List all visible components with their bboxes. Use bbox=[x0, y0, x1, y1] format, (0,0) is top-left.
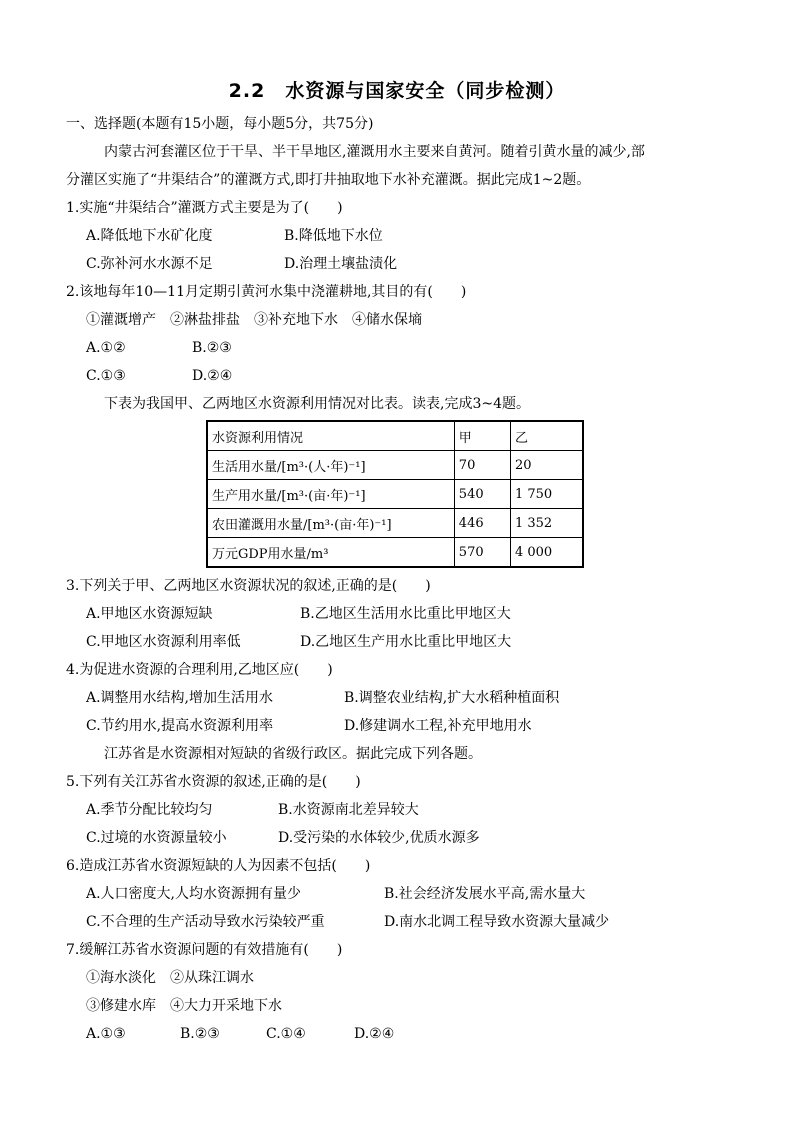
q6-option-d[interactable]: D.南水北调工程导致水资源大量减少 bbox=[384, 914, 610, 930]
q5-option-a[interactable]: A.季节分配比较均匀 bbox=[86, 802, 213, 818]
q3-option-d[interactable]: D.乙地区生产用水比重比甲地区大 bbox=[300, 634, 512, 650]
table-cell-yi: 1 750 bbox=[510, 480, 583, 509]
passage3: 江苏省是水资源相对短缺的省级行政区。据此完成下列各题。 bbox=[104, 746, 482, 762]
q6-option-c[interactable]: C.不合理的生产活动导致水污染较严重 bbox=[86, 914, 325, 930]
q5-option-c[interactable]: C.过境的水资源量较小 bbox=[86, 830, 227, 846]
q2-stem: 2.该地每年10—11月定期引黄河水集中浇灌耕地,其目的有( ) bbox=[66, 284, 467, 300]
table-header-cell: 甲 bbox=[454, 421, 510, 451]
table-header-cell: 水资源利用情况 bbox=[207, 421, 454, 451]
table-cell-label: 万元GDP用水量/m³ bbox=[207, 538, 454, 568]
q6-option-b[interactable]: B.社会经济发展水平高,需水量大 bbox=[384, 886, 586, 902]
table-cell-jia: 570 bbox=[454, 538, 510, 568]
q7-items-line1: ①海水淡化 ②从珠江调水 bbox=[86, 970, 254, 986]
q2-option-b[interactable]: B.②③ bbox=[192, 340, 232, 356]
table-row bbox=[207, 480, 583, 509]
q4-stem: 4.为促进水资源的合理利用,乙地区应( ) bbox=[66, 662, 333, 678]
table-cell-yi: 4 000 bbox=[510, 538, 583, 568]
q2-items: ①灌溉增产 ②淋盐排盐 ③补充地下水 ④储水保墒 bbox=[86, 312, 422, 328]
q3-stem: 3.下列关于甲、乙两地区水资源状况的叙述,正确的是( ) bbox=[66, 578, 431, 594]
table-cell-jia: 540 bbox=[454, 480, 510, 509]
table-row bbox=[207, 451, 583, 480]
q3-option-a[interactable]: A.甲地区水资源短缺 bbox=[86, 606, 213, 622]
q2-option-a[interactable]: A.①② bbox=[86, 340, 126, 356]
section-heading: 一、选择题(本题有15小题，每小题5分，共75分) bbox=[66, 116, 374, 132]
page-title: 2.2 水资源与国家安全（同步检测） bbox=[228, 80, 566, 102]
q7-option-a[interactable]: A.①③ bbox=[86, 1026, 126, 1042]
table-header-cell: 乙 bbox=[510, 421, 583, 451]
q3-option-b[interactable]: B.乙地区生活用水比重比甲地区大 bbox=[300, 606, 511, 622]
water-use-table bbox=[206, 420, 584, 568]
q6-option-a[interactable]: A.人口密度大,人均水资源拥有量少 bbox=[86, 886, 302, 902]
q5-option-b[interactable]: B.水资源南北差异较大 bbox=[278, 802, 419, 818]
q4-option-a[interactable]: A.调整用水结构,增加生活用水 bbox=[86, 690, 274, 706]
q1-option-d[interactable]: D.治理土壤盐渍化 bbox=[284, 256, 398, 272]
q3-option-c[interactable]: C.甲地区水资源利用率低 bbox=[86, 634, 241, 650]
table-cell-jia: 70 bbox=[454, 451, 510, 480]
table-row bbox=[207, 509, 583, 538]
q4-option-b[interactable]: B.调整农业结构,扩大水稻种植面积 bbox=[344, 690, 560, 706]
q2-option-d[interactable]: D.②④ bbox=[192, 368, 233, 384]
q7-option-d[interactable]: D.②④ bbox=[354, 1026, 395, 1042]
q1-stem: 1.实施“井渠结合”灌溉方式主要是为了( ) bbox=[66, 200, 343, 216]
table-cell-yi: 20 bbox=[510, 451, 583, 480]
q4-option-d[interactable]: D.修建调水工程,补充甲地用水 bbox=[344, 718, 532, 734]
q7-option-c[interactable]: C.①④ bbox=[266, 1026, 306, 1042]
passage1-line2: 分灌区实施了“井渠结合”的灌溉方式,即打井抽取地下水补充灌溉。据此完成1~2题。 bbox=[66, 172, 591, 188]
table-cell-label: 农田灌溉用水量/[m³·(亩·年)⁻¹] bbox=[207, 509, 454, 538]
q1-option-c[interactable]: C.弥补河水水源不足 bbox=[86, 256, 213, 272]
table-row bbox=[207, 538, 583, 568]
table-cell-jia: 446 bbox=[454, 509, 510, 538]
q7-option-b[interactable]: B.②③ bbox=[180, 1026, 220, 1042]
passage1-line1: 内蒙古河套灌区位于干旱、半干旱地区,灌溉用水主要来自黄河。随着引黄水量的减少,部 bbox=[104, 144, 645, 160]
q4-option-c[interactable]: C.节约用水,提高水资源利用率 bbox=[86, 718, 274, 734]
q5-stem: 5.下列有关江苏省水资源的叙述,正确的是( ) bbox=[66, 774, 361, 790]
q1-option-a[interactable]: A.降低地下水矿化度 bbox=[86, 228, 213, 244]
q1-option-b[interactable]: B.降低地下水位 bbox=[284, 228, 383, 244]
q2-option-c[interactable]: C.①③ bbox=[86, 368, 126, 384]
q7-stem: 7.缓解江苏省水资源问题的有效措施有( ) bbox=[66, 942, 343, 958]
table-cell-label: 生活用水量/[m³·(人·年)⁻¹] bbox=[207, 451, 454, 480]
passage2: 下表为我国甲、乙两地区水资源利用情况对比表。读表,完成3~4题。 bbox=[104, 396, 530, 412]
q5-option-d[interactable]: D.受污染的水体较少,优质水源多 bbox=[278, 830, 480, 846]
q6-stem: 6.造成江苏省水资源短缺的人为因素不包括( ) bbox=[66, 858, 371, 874]
table-cell-yi: 1 352 bbox=[510, 509, 583, 538]
q7-items-line2: ③修建水库 ④大力开采地下水 bbox=[86, 998, 282, 1014]
table-cell-label: 生产用水量/[m³·(亩·年)⁻¹] bbox=[207, 480, 454, 509]
table-header-row bbox=[207, 421, 583, 451]
